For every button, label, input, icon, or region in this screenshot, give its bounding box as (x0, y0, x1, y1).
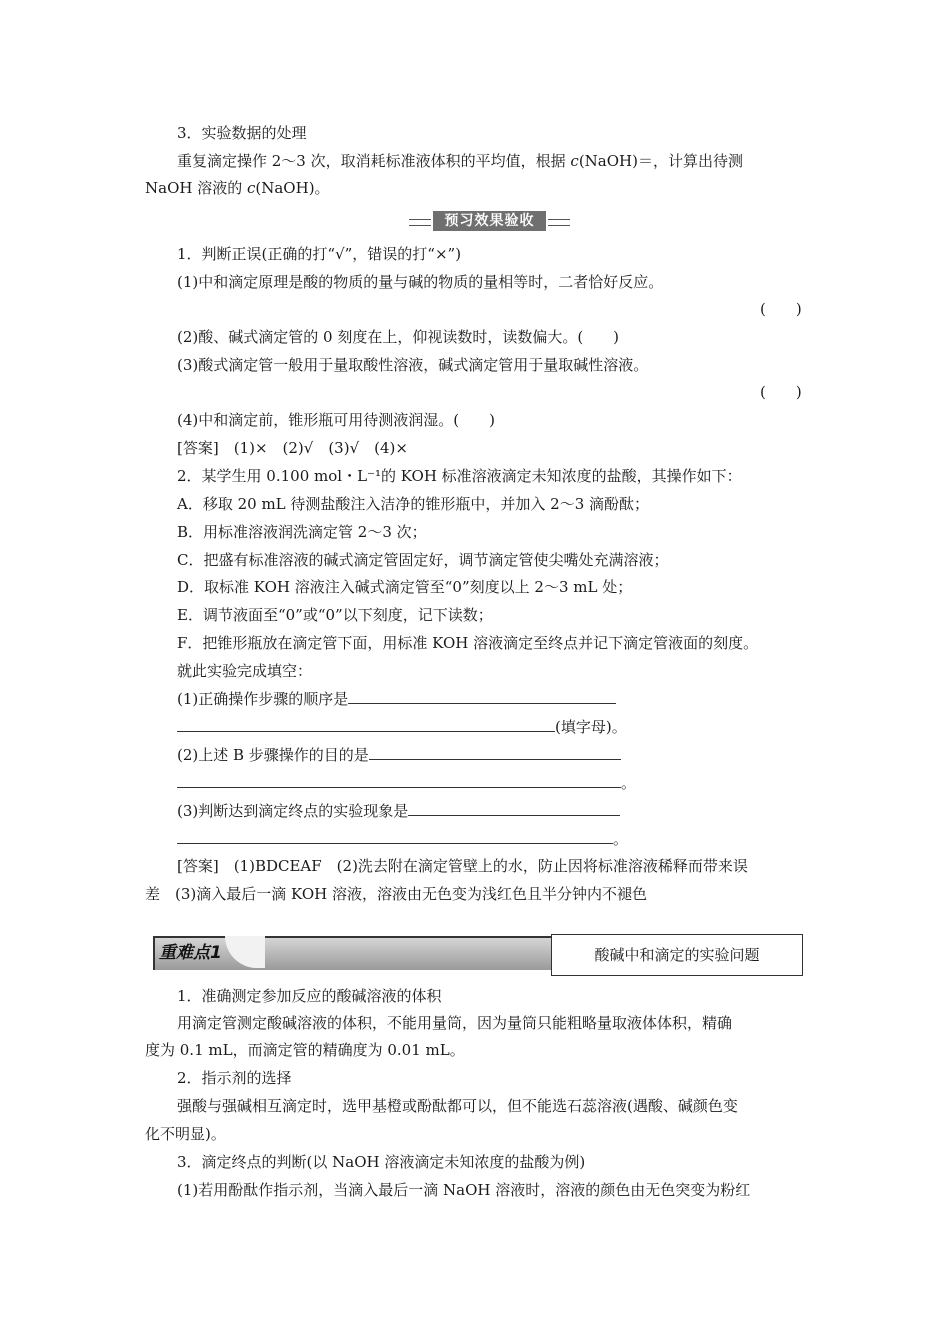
text-run: (NaOH)。 (255, 179, 330, 197)
text-run: 。 (621, 774, 637, 792)
option-f: F．把锥形瓶放在滴定管下面，用标准 KOH 溶液滴定至终点并记下滴定管液面的刻度。 (177, 634, 759, 652)
fill-question (177, 744, 621, 766)
answer-line: 差 (3)滴入最后一滴 KOH 溶液，溶液由无色变为浅红色且半分钟内不褪色 (145, 885, 647, 903)
option-c: C．把盛有标准溶液的碱式滴定管固定好，调节滴定管使尖嘴处充满溶液； (177, 551, 669, 569)
paragraph-line: 用滴定管测定酸碱溶液的体积，不能用量筒，因为量筒只能粗略量取液体体积，精确 (177, 1014, 733, 1032)
instruction-line: 就此实验完成填空： (177, 662, 313, 680)
question-item: (1)中和滴定原理是酸的物质的量与碱的物质的量相等时，二者恰好反应。 (177, 273, 664, 291)
fill-question (177, 716, 627, 738)
paragraph-line (145, 177, 330, 199)
option-b: B．用标准溶液润洗滴定管 2～3 次； (177, 523, 427, 541)
answer-blank[interactable] (348, 688, 616, 704)
text-run: NaOH 溶液的 (145, 179, 247, 197)
answer-blank[interactable] (177, 716, 555, 732)
option-e: E．调节液面至“0”或“0”以下刻度，记下读数； (177, 606, 493, 624)
answer-blank[interactable] (408, 800, 620, 816)
section-heading: 1．准确测定参加反应的酸碱溶液的体积 (177, 987, 442, 1005)
answer-line: [答案] (1)BDCEAF (2)洗去附在滴定管壁上的水，防止因将标准溶液稀释而带来误 (177, 857, 748, 875)
question-stem: 1．判断正误(正确的打“√”，错误的打“×”) (177, 245, 462, 263)
key-point-title: 酸碱中和滴定的实验问题 (551, 934, 803, 976)
fill-question (177, 828, 628, 850)
banner-title: 预习效果验收 (433, 211, 546, 231)
section-heading: 3．实验数据的处理 (177, 124, 307, 142)
key-point-label: 重难点1 (159, 943, 222, 963)
text-run: (3)判断达到滴定终点的实验现象是 (177, 802, 409, 820)
option-d: D．取标准 KOH 溶液注入碱式滴定管至“0”刻度以上 2～3 mL 处； (177, 578, 633, 596)
paragraph-line (177, 150, 743, 172)
fill-question (177, 772, 636, 794)
question-item: (2)酸、碱式滴定管的 0 刻度在上，仰视读数时，读数偏大。( ) (177, 328, 620, 346)
paragraph-line: (1)若用酚酞作指示剂，当滴入最后一滴 NaOH 溶液时，溶液的颜色由无色突变为粉红 (177, 1181, 751, 1199)
banner-rule (548, 219, 570, 226)
variable-c: c (246, 179, 256, 197)
banner-rule (409, 219, 431, 226)
text-run: 。 (613, 830, 629, 848)
answer-blank[interactable] (177, 772, 621, 788)
fill-question (177, 688, 616, 710)
text-run: 重复滴定操作 2～3 次，取消耗标准液体积的平均值，根据 (177, 152, 571, 170)
section-banner (409, 211, 570, 233)
section-heading: 3．滴定终点的判断(以 NaOH 溶液滴定未知浓度的盐酸为例) (177, 1153, 586, 1171)
answer-paren: ( ) (760, 383, 802, 401)
text-run: (NaOH)＝，计算出待测 (578, 152, 743, 170)
answer-blank[interactable] (177, 828, 613, 844)
paragraph-line: 化不明显)。 (145, 1125, 226, 1143)
fill-question (177, 800, 620, 822)
question-item: (4)中和滴定前，锥形瓶可用待测液润湿。( ) (177, 411, 495, 429)
text-run: (2)上述 B 步骤操作的目的是 (177, 746, 369, 764)
text-run: (填字母)。 (555, 718, 627, 736)
paragraph-line: 强酸与强碱相互滴定时，选甲基橙或酚酞都可以，但不能选石蕊溶液(遇酸、碱颜色变 (177, 1097, 738, 1115)
paragraph-line: 度为 0.1 mL，而滴定管的精确度为 0.01 mL。 (145, 1041, 465, 1059)
key-point-header (145, 934, 805, 976)
answer-blank[interactable] (369, 744, 621, 760)
section-heading: 2．指示剂的选择 (177, 1069, 292, 1087)
answer-paren: ( ) (760, 300, 802, 318)
option-a: A．移取 20 mL 待测盐酸注入洁净的锥形瓶中，并加入 2～3 滴酚酞； (177, 495, 650, 513)
text-run: (1)正确操作步骤的顺序是 (177, 690, 349, 708)
question-stem: 2．某学生用 0.100 mol・L⁻¹的 KOH 标准溶液滴定未知浓度的盐酸，其操作如下： (177, 467, 742, 485)
question-item: (3)酸式滴定管一般用于量取酸性溶液，碱式滴定管用于量取碱性溶液。 (177, 356, 649, 374)
variable-c: c (570, 152, 579, 170)
answer-line: [答案] (1)× (2)√ (3)√ (4)× (177, 439, 408, 457)
